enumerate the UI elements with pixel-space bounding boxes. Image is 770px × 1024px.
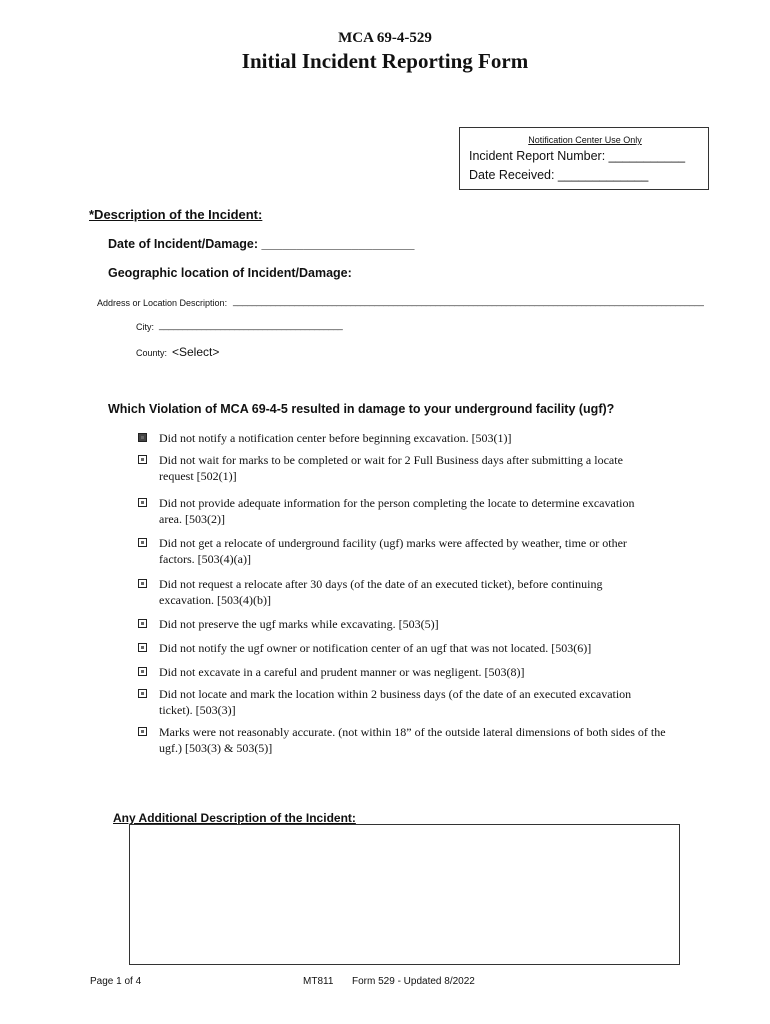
- county-label: County:: [136, 348, 168, 358]
- date-received-field[interactable]: Date Received: _____________: [469, 168, 649, 182]
- checkbox[interactable]: [138, 667, 147, 676]
- violation-option-label: Did not provide adequate information for the person completing the locate to determine excavation area. [503(2)]: [159, 496, 635, 526]
- footer-form: Form 529 - Updated 8/2022: [352, 976, 475, 987]
- notification-center-heading: Notification Center Use Only: [528, 135, 642, 145]
- city-input[interactable]: _______________________________________: [159, 320, 343, 330]
- violation-option-label: Did not notify the ugf owner or notification center of an ugf that was not located. [503(6)]: [159, 641, 592, 655]
- checkbox[interactable]: [138, 433, 147, 442]
- checkbox[interactable]: [138, 455, 147, 464]
- address-label: Address or Location Description:: [97, 298, 228, 308]
- violation-option-label: Did not notify a notification center before beginning excavation. [503(1)]: [159, 431, 512, 445]
- notification-center-box: [459, 127, 709, 190]
- violation-option-label: Did not get a relocate of underground facility (ugf) marks were affected by weather, time or other factors. [503(4)(a)]: [159, 536, 627, 566]
- checkbox[interactable]: [138, 727, 147, 736]
- violation-option-label: Did not request a relocate after 30 days (of the date of an executed ticket), before continuing excavation. [503(4)(b)]: [159, 577, 603, 607]
- additional-description-textarea[interactable]: [129, 824, 680, 965]
- violation-option-label: Did not locate and mark the location within 2 business days (of the date of an executed excavation ticket). [503(3)]: [159, 687, 632, 717]
- geographic-location-label: Geographic location of Incident/Damage:: [108, 266, 352, 280]
- checkbox[interactable]: [138, 579, 147, 588]
- checkbox[interactable]: [138, 689, 147, 698]
- violation-option-label: Did not wait for marks to be completed or wait for 2 Full Business days after submitting a locate request [502(1)]: [159, 453, 623, 483]
- page-number: Page 1 of 4: [90, 976, 142, 987]
- violation-option-label: Did not excavate in a careful and prudent manner or was negligent. [503(8)]: [159, 665, 525, 679]
- incident-report-number-field[interactable]: Incident Report Number: ___________: [469, 149, 686, 163]
- violation-option-label: Marks were not reasonably accurate. (not within 18” of the outside lateral dimensions of both sides of the ugf.) [503(3) & 503(5)]: [159, 725, 666, 755]
- checkbox[interactable]: [138, 643, 147, 652]
- checkbox[interactable]: [138, 498, 147, 507]
- address-input[interactable]: ____________________________________________________________________________________________________: [233, 296, 704, 306]
- date-of-incident-field[interactable]: Date of Incident/Damage: ______________________: [108, 237, 415, 251]
- form-title: Initial Incident Reporting Form: [241, 49, 529, 73]
- county-select[interactable]: <Select>: [172, 345, 220, 359]
- city-label: City:: [136, 322, 154, 332]
- additional-description-heading: Any Additional Description of the Incident:: [113, 811, 356, 825]
- checkbox[interactable]: [138, 619, 147, 628]
- form-code: MCA 69-4-529: [338, 30, 432, 46]
- checkbox[interactable]: [138, 538, 147, 547]
- footer-org: MT811: [303, 976, 334, 987]
- violations-question: Which Violation of MCA 69-4-5 resulted in damage to your underground facility (ugf)?: [108, 402, 615, 416]
- violation-option-label: Did not preserve the ugf marks while excavating. [503(5)]: [159, 617, 439, 631]
- description-heading: *Description of the Incident:: [89, 207, 263, 222]
